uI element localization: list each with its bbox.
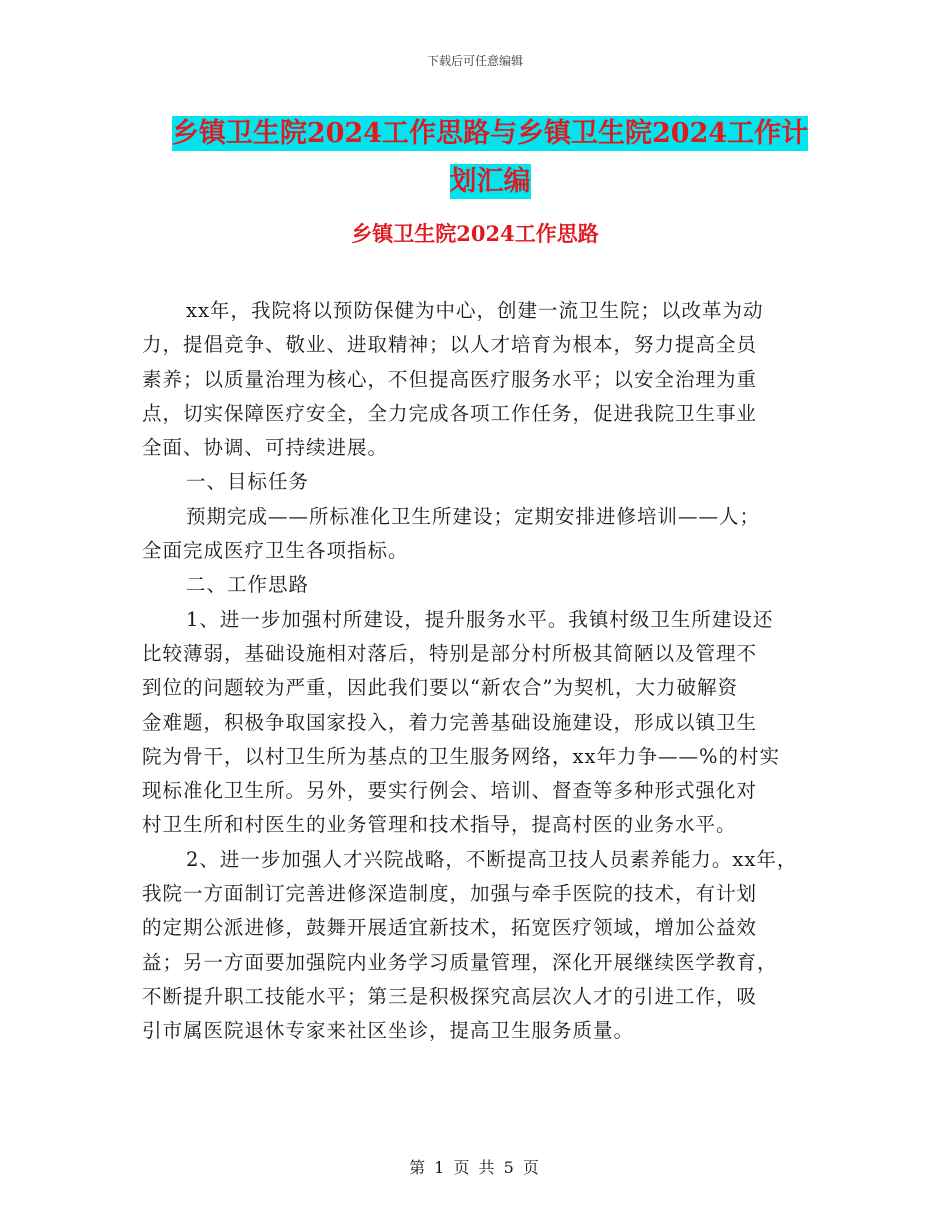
body-line: 的定期公派进修，鼓舞开展适宜新技术，拓宽医疗领域，增加公益效 [142,916,758,940]
body-line: 不断提升职工技能水平；第三是积极探究高层次人才的引进工作，吸 [142,984,758,1008]
document-title [140,110,840,206]
body-line: 金难题，积极争取国家投入，着力完善基础设施建设，形成以镇卫生 [142,710,758,734]
page-footer: 第 1 页 共 5 页 [409,1158,541,1177]
body-line: 点，切实保障医疗安全，全力完成各项工作任务，促进我院卫生事业 [142,401,758,425]
body-line: 2、进一步加强人才兴院战略，不断提高卫技人员素养能力。xx年， [186,847,798,871]
document-body [142,294,832,1049]
body-line: 比较薄弱，基础设施相对落后，特别是部分村所极其简陋以及管理不 [142,641,758,665]
body-line: 全面完成医疗卫生各项指标。 [142,539,409,563]
heading-approach: 二、工作思路 [186,573,310,597]
body-line: xx年，我院将以预防保健为中心，创建一流卫生院；以改革为动 [186,299,764,322]
body-line: 素养；以质量治理为核心，不但提高医疗服务水平；以安全治理为重 [142,367,758,391]
heading-goals: 一、目标任务 [186,470,310,494]
body-line: 到位的问题较为严重，因此我们要以“新农合”为契机，大力破解资 [142,676,738,700]
body-line: 村卫生所和村医生的业务管理和技术指导，提高村医的业务水平。 [142,813,737,837]
body-line: 引市属医院退休专家来社区坐诊，提高卫生服务质量。 [142,1019,635,1043]
body-line: 益；另一方面要加强院内业务学习质量管理，深化开展继续医学教育， [142,950,778,974]
body-line: 全面、协调、可持续进展。 [142,436,389,460]
body-line: 院为骨干，以村卫生所为基点的卫生服务网络，xx年力争——%的村实 [142,744,781,768]
document-title-line2: 划汇编 [449,166,531,197]
body-line: 我院一方面制订完善进修深造制度，加强与牵手医院的技术，有计划 [142,882,758,906]
document-title-line1: 乡镇卫生院2024工作思路与乡镇卫生院2024工作计 [171,118,809,149]
body-line: 1、进一步加强村所建设，提升服务水平。我镇村级卫生所建设还 [186,607,774,631]
header-note: 下载后可任意编辑 [426,54,523,68]
body-line: 力，提倡竞争、敬业、进取精神；以人才培育为根本，努力提高全员 [142,333,758,357]
body-line: 现标准化卫生所。另外，要实行例会、培训、督查等多种形式强化对 [142,779,758,803]
section-title: 乡镇卫生院2024工作思路 [351,221,599,246]
body-line: 预期完成——所标准化卫生所建设；定期安排进修培训——人； [186,504,761,528]
